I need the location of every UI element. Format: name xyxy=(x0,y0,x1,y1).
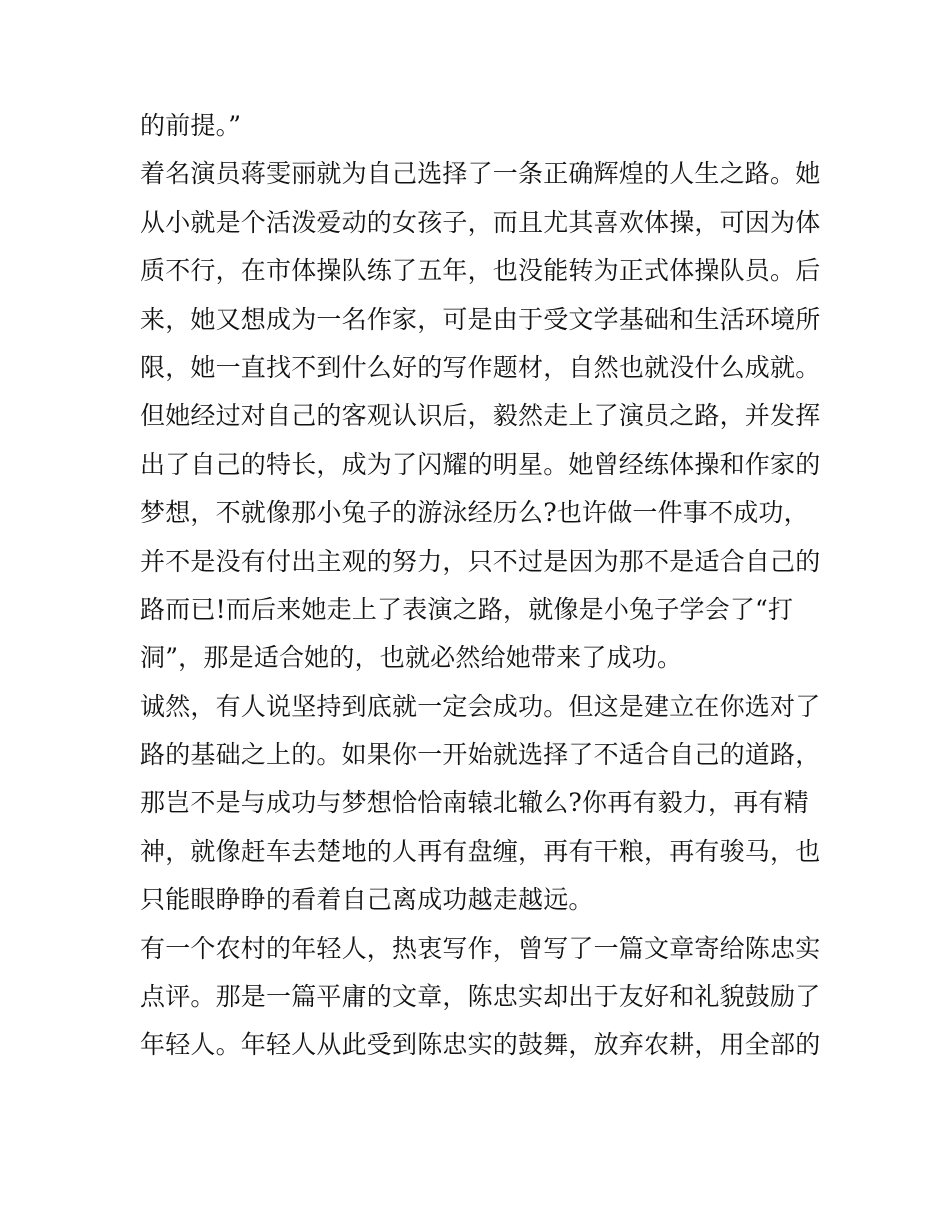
text-line: 但她经过对自己的客观认识后，毅然走上了演员之路，并发挥 xyxy=(140,401,821,431)
document-body xyxy=(140,102,820,1070)
text-line: 梦想，不就像那小兔子的游泳经历么?也许做一件事不成功， xyxy=(140,498,809,528)
text-line: 诚然，有人说坚持到底就一定会成功。但这是建立在你选对了 xyxy=(140,691,821,721)
text-line: 质不行，在市体操队练了五年，也没能转为正式体操队员。后 xyxy=(140,256,821,286)
text-line: 从小就是个活泼爱动的女孩子，而且尤其喜欢体操，可因为体 xyxy=(140,207,821,237)
text-line: 出了自己的特长，成为了闪耀的明星。她曾经练体操和作家的 xyxy=(140,449,821,479)
text-line: 那岂不是与成功与梦想恰恰南辕北辙么?你再有毅力，再有精 xyxy=(140,788,809,818)
text-line: 路的基础之上的。如果你一开始就选择了不适合自己的道路， xyxy=(140,740,821,770)
text-line: 路而已!而后来她走上了表演之路，就像是小兔子学会了“打 xyxy=(140,594,794,624)
text-line: 神，就像赶车去楚地的人再有盘缠，再有干粮，再有骏马，也 xyxy=(140,836,821,866)
text-line: 限，她一直找不到什么好的写作题材，自然也就没什么成就。 xyxy=(140,352,821,382)
text-line: 点评。那是一篇平庸的文章，陈忠实却出于友好和礼貌鼓励了 xyxy=(140,982,821,1012)
text-line: 着名演员蒋雯丽就为自己选择了一条正确辉煌的人生之路。她 xyxy=(140,159,821,189)
text-line: 的前提。” xyxy=(140,111,242,140)
text-line: 洞”，那是适合她的，也就必然给她带来了成功。 xyxy=(140,643,683,673)
text-line: 只能眼睁睁的看着自己离成功越走越远。 xyxy=(140,885,594,915)
text-line: 有一个农村的年轻人，热衷写作，曾写了一篇文章寄给陈忠实 xyxy=(140,933,821,963)
text-line: 来，她又想成为一名作家，可是由于受文学基础和生活环境所 xyxy=(140,304,821,334)
text-line: 年轻人。年轻人从此受到陈忠实的鼓舞，放弃农耕，用全部的 xyxy=(140,1030,821,1060)
text-line: 并不是没有付出主观的努力，只不过是因为那不是适合自己的 xyxy=(140,546,821,576)
